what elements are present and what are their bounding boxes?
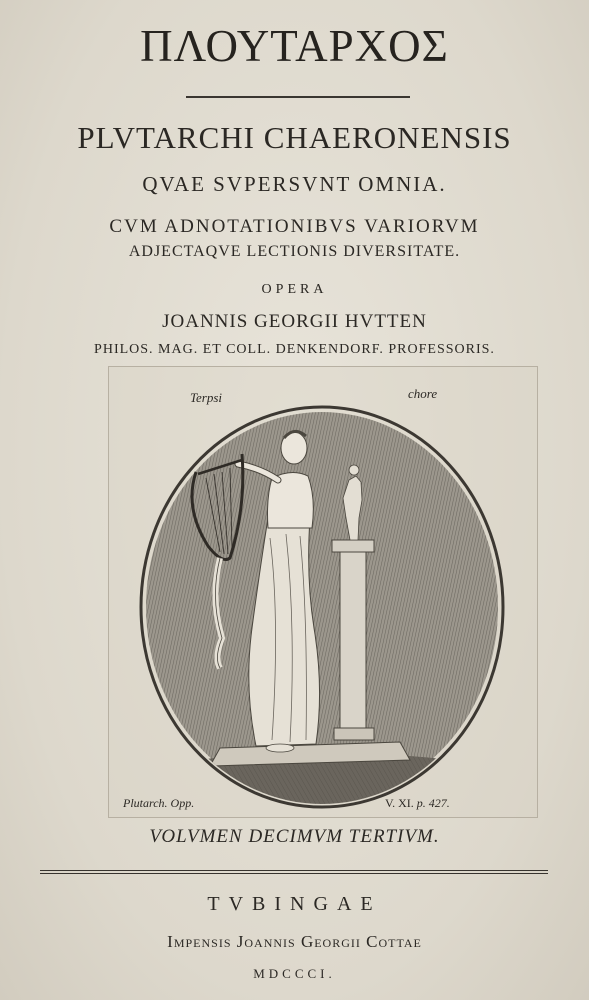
annotation-line-2: ADJECTAQVE LECTIONIS DIVERSITATE. (128, 243, 461, 260)
inscription-left: Terpsi (190, 390, 223, 405)
greek-title: ΠΛΟΥΤΑΡΧΟΣ (140, 21, 449, 71)
editor-name: JOANNIS GEORGII HVTTEN (162, 311, 427, 332)
imprint-publisher: Impensis Joannis Georgii Cottae (167, 932, 422, 951)
annotation-line-1: CVM ADNOTATIONIBVS VARIORVM (109, 216, 480, 237)
title-rule (186, 96, 410, 98)
subtitle: QVAE SVPERSVNT OMNIA. (142, 172, 447, 196)
inscription-right: chore (408, 386, 438, 401)
caption-page: p. 427. (416, 796, 450, 810)
plate-caption-right (385, 796, 450, 811)
opera-label: OPERA (261, 282, 328, 297)
imprint-rule (40, 870, 548, 874)
terpsichore-engraving (110, 368, 534, 814)
imprint-year: MDCCCI. (253, 966, 336, 981)
plate-caption-left: Plutarch. Opp. (123, 796, 195, 810)
latin-title: PLVTARCHI CHAERONENSIS (77, 120, 512, 155)
volume-statement: VOLVMEN DECIMVM TERTIVM. (149, 826, 440, 847)
editor-title: PHILOS. MAG. ET COLL. DENKENDORF. PROFESSORIS. (94, 342, 495, 357)
imprint-city: TVBINGAE (207, 893, 382, 915)
caption-volume: V. XI. (385, 796, 414, 810)
